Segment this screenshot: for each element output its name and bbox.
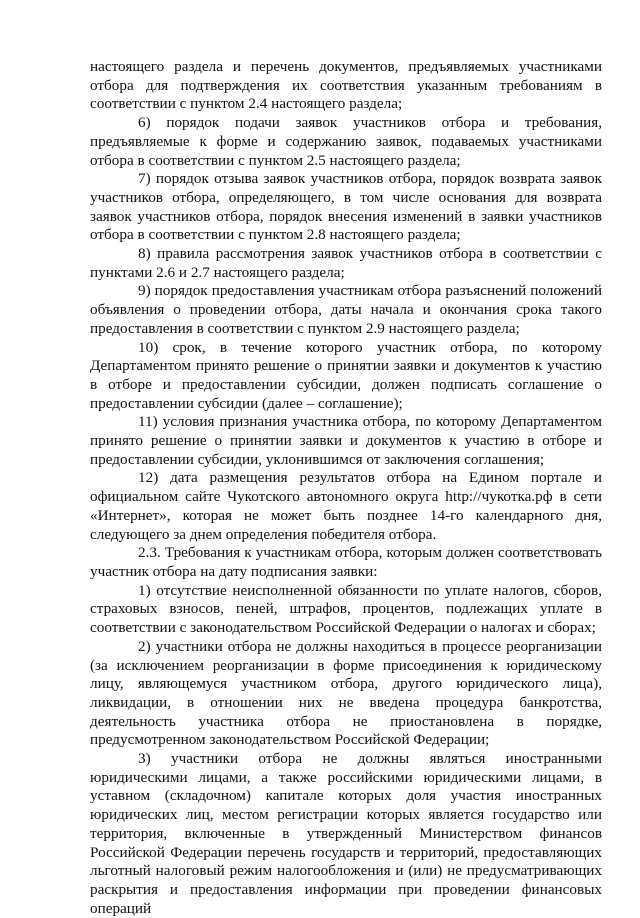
paragraph-requirement-1: 1) отсутствие неисполненной обязанности по уплате налогов, сборов, страховых взносов, пеней, штрафов, процентов, подлежащих уплате в соответствии с законодательством Российской Федерации о налогах и сборах; — [90, 581, 602, 637]
paragraph-item-11: 11) условия признания участника отбора, по которому Департаментом принято решение о принятии заявки и документов к участию в отборе и предоставлении субсидии, уклонившимся от заключения соглашения; — [90, 413, 602, 468]
paragraph-requirement-2: 2) участники отбора не должны находиться в процессе реорганизации (за исключением реорганизации в форме присоединения к юридическому лицу, являющемуся участником отбора, другого юридического лица), ликвидации, в отношении них не введена процедура банкротства, деятельность участника отбора не приостановлена в порядке, предусмотренном законодательством Российской Федерации; — [90, 637, 602, 749]
paragraph-item-7: 7) порядок отзыва заявок участников отбора, порядок возврата заявок участников отбора, определяющего, в том числе основания для возврата заявок участников отбора, порядок внесения изменений в заявки участников отбора в соответствии с пунктом 2.8 настоящего раздела; — [90, 170, 602, 244]
paragraph-continuation: настоящего раздела и перечень документов, предъявляемых участниками отбора для подтверждения их соответствия указанным требованиям в соответствии с пунктом 2.4 настоящего раздела; — [90, 58, 602, 113]
paragraph-item-6: 6) порядок подачи заявок участников отбора и требования, предъявляемые к форме и содержанию заявок, подаваемых участниками отбора в соответствии с пунктом 2.5 настоящего раздела; — [90, 114, 602, 169]
paragraph-requirement-3: 3) участники отбора не должны являться иностранными юридическими лицами, а также российскими юридическими лицами, в уставном (складочном) капитале которых доля участия иностранных юридических лиц, местом регистрации которых является государство или территория, включенные в утвержденный Министерством финансов Российской Федерации перечень государств и территорий, предоставляющих льготный налоговый режим налогообложения и (или) не предусматривающих раскрытия и предоставления информации при проведении финансовых операций — [90, 750, 602, 917]
document-body — [90, 58, 602, 918]
paragraph-item-9: 9) порядок предоставления участникам отбора разъяснений положений объявления о проведении отбора, даты начала и окончания срока такого предоставления в соответствии с пунктом 2.9 настоящего раздела; — [90, 282, 602, 337]
paragraph-item-8: 8) правила рассмотрения заявок участников отбора в соответствии с пунктами 2.6 и 2.7 настоящего раздела; — [90, 245, 602, 281]
paragraph-item-12: 12) дата размещения результатов отбора на Едином портале и официальном сайте Чукотского автономного округа http://чукотка.рф в сети «Интернет», которая не может быть позднее 14-го календарного дня, следующего за днем определения победителя отбора. — [90, 469, 602, 543]
paragraph-section-2-3: 2.3. Требования к участникам отбора, которым должен соответствовать участник отбора на дату подписания заявки: — [90, 544, 602, 580]
paragraph-item-10: 10) срок, в течение которого участник отбора, по которому Департаментом принято решение о принятии заявки и документов к участию в отборе и предоставлении субсидии, должен подписать соглашение о предоставлении субсидии (далее – соглашение); — [90, 338, 602, 412]
